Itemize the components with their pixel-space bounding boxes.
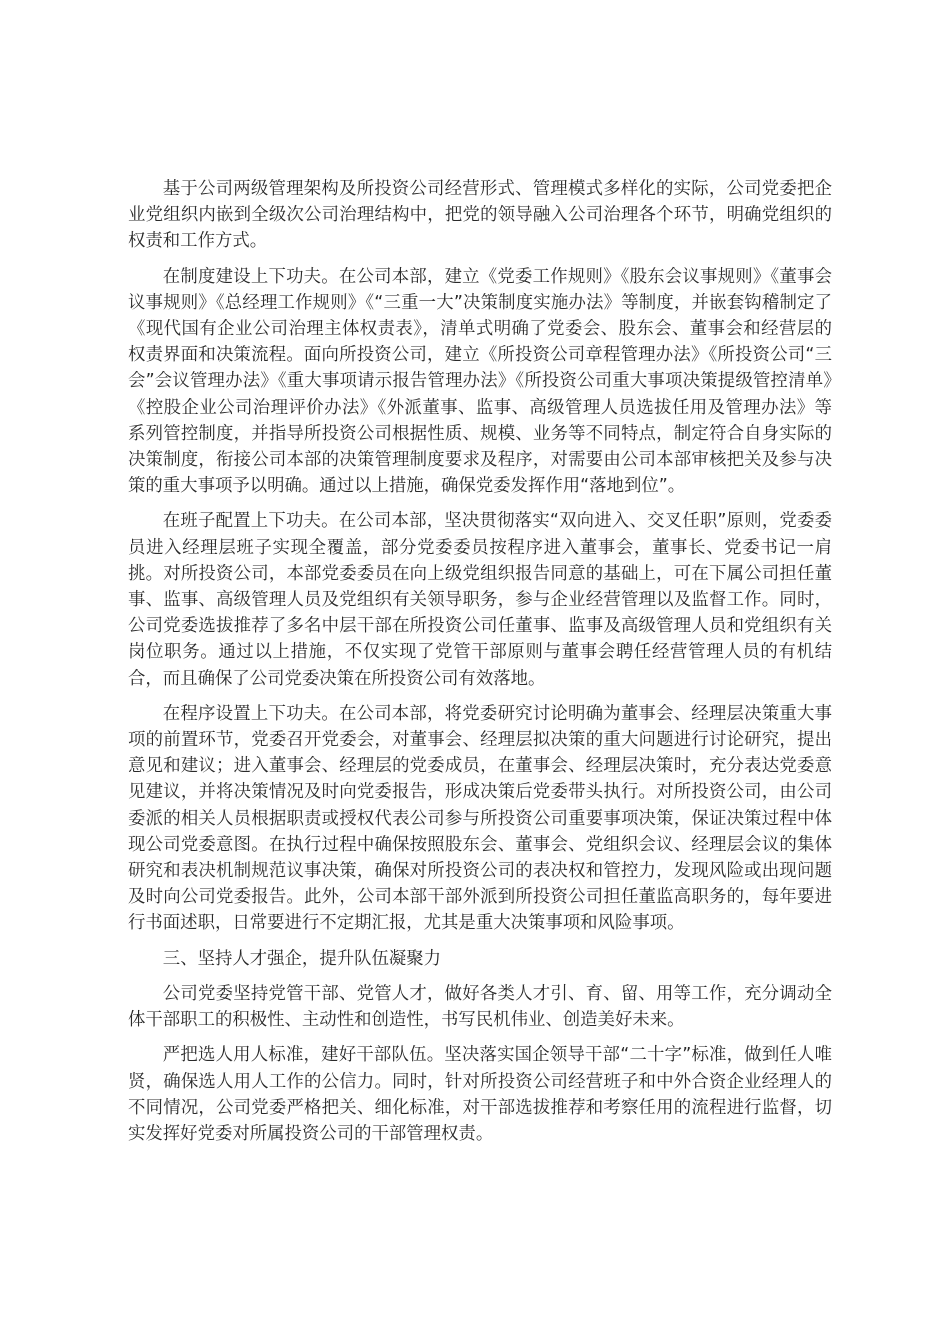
paragraph-system-building: 在制度建设上下功夫。在公司本部，建立《党委工作规则》《股东会议事规则》《董事会议事规则》《总经理工作规则》《“三重一大”决策制度实施办法》等制度，并嵌套钩稽制定了《现代国有企业公司治理主体权责表》，清单式明确了党委会、股东会、董事会和经营层的权责界面和决策流程。面向所投资公司，建立《所投资公司章程管理办法》《所投资公司“三会”会议管理办法》《重大事项请示报告管理办法》《所投资公司重大事项决策提级管控清单》《控股企业公司治理评价办法》《外派董事、监事、高级管理人员选拔任用及管理办法》等系列管控制度，并指导所投资公司根据性质、规模、业务等不同特点，制定符合自身实际的决策制度，衔接公司本部的决策管理制度要求及程序，对需要由公司本部审核把关及参与决策的重大事项予以明确。通过以上措施，确保党委发挥作用“落地到位”。 — [128, 266, 832, 497]
section-heading: 三、坚持人才强企，提升队伍凝聚力 — [162, 948, 442, 969]
paragraph-procedure-setting: 在程序设置上下功夫。在公司本部，将党委研究讨论明确为董事会、经理层决策重大事项的前置环节，党委召开党委会，对董事会、经理层拟决策的重大问题进行讨论研究，提出意见和建议；进入董事会、经理层的党委成员，在董事会、经理层决策时，充分表达党委意见建议，并将决策情况及时向党委报告，形成决策后党委带头执行。对所投资公司，由公司委派的相关人员根据职责或授权代表公司参与所投资公司重要事项决策，保证决策过程中体现公司党委意图。在执行过程中确保按照股东会、董事会、党组织会议、经理层会议的集体研究和表决机制规范议事决策，确保对所投资公司的表决权和管控力，发现风险或出现问题及时向公司党委报告。此外，公司本部干部外派到所投资公司担任董监高职务的，每年要进行书面述职，日常要进行不定期汇报，尤其是重大决策事项和风险事项。 — [128, 703, 832, 934]
paragraph-team-configuration: 在班子配置上下功夫。在公司本部，坚决贯彻落实“双向进入、交叉任职”原则，党委委员进入经理层班子实现全覆盖，部分党委委员按程序进入董事会，董事长、党委书记一肩挑。对所投资公司，本部党委委员在向上级党组织报告同意的基础上，可在下属公司担任董事、监事、高级管理人员及党组织有关领导职务，参与企业经营管理以及监督工作。同时，公司党委选拔推荐了多名中层干部在所投资公司任董事、监事及高级管理人员和党组织有关岗位职务。通过以上措施，不仅实现了党管干部原则与董事会聘任经营管理人员的有机结合，而且确保了公司党委决策在所投资公司有效落地。 — [128, 511, 832, 689]
paragraph-intro: 基于公司两级管理架构及所投资公司经营形式、管理模式多样化的实际，公司党委把企业党组织内嵌到全级次公司治理结构中，把党的领导融入公司治理各个环节，明确党组织的权责和工作方式。 — [128, 179, 832, 252]
paragraph-selection-standards: 严把选人用人标准，建好干部队伍。坚决落实国企领导干部“二十字”标准，做到任人唯贤，确保选人用人工作的公信力。同时，针对所投资公司经营班子和中外合资企业经理人的不同情况，公司党委严格把关、细化标准，对干部选拔推荐和考察任用的流程进行监督，切实发挥好党委对所属投资公司的干部管理权责。 — [128, 1045, 832, 1144]
document-body — [128, 176, 832, 1156]
paragraph-talent-overview: 公司党委坚持党管干部、党管人才，做好各类人才引、育、留、用等工作，充分调动全体干部职工的积极性、主动性和创造性，书写民机伟业、创造美好未来。 — [128, 983, 832, 1031]
